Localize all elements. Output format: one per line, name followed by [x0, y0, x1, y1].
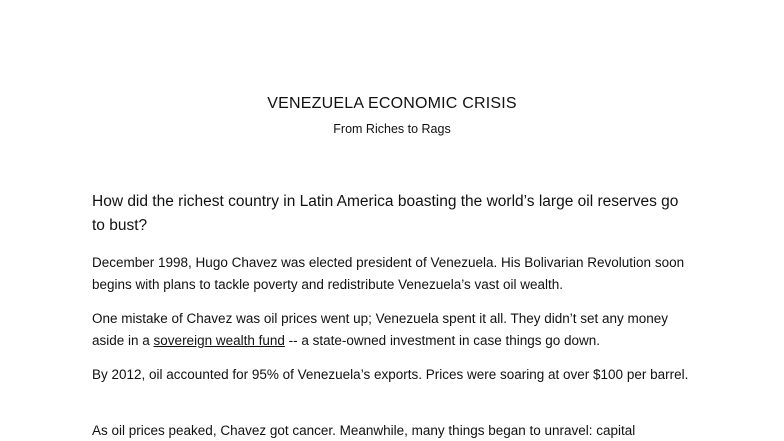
paragraph-2-text-before: One mistake of Chavez was oil prices went up; Venezuela spent it all. They didn’t set any money aside in a	[92, 311, 669, 348]
sovereign-wealth-fund-link[interactable]: sovereign wealth fund	[153, 333, 285, 348]
lead-question: How did the richest country in Latin America boasting the world’s large oil reserves go to bust?	[92, 193, 679, 234]
paragraph-1: December 1998, Hugo Chavez was elected president of Venezuela. His Bolivarian Revolution soon begins with plans to tackle poverty and redistribute Venezuela’s vast oil wealth.	[92, 255, 685, 292]
paragraph-3: By 2012, oil accounted for 95% of Venezuela’s exports. Prices were soaring at over $100 per barrel.	[92, 367, 689, 382]
paragraph-4: As oil prices peaked, Chavez got cancer. Meanwhile, many things began to unravel: capital	[92, 423, 636, 438]
document-subtitle: From Riches to Rags	[333, 122, 451, 136]
paragraph-2	[92, 308, 702, 352]
paragraph-2-text-after: -- a state-owned investment in case things go down.	[284, 333, 601, 348]
document-title: VENEZUELA ECONOMIC CRISIS	[267, 95, 517, 112]
